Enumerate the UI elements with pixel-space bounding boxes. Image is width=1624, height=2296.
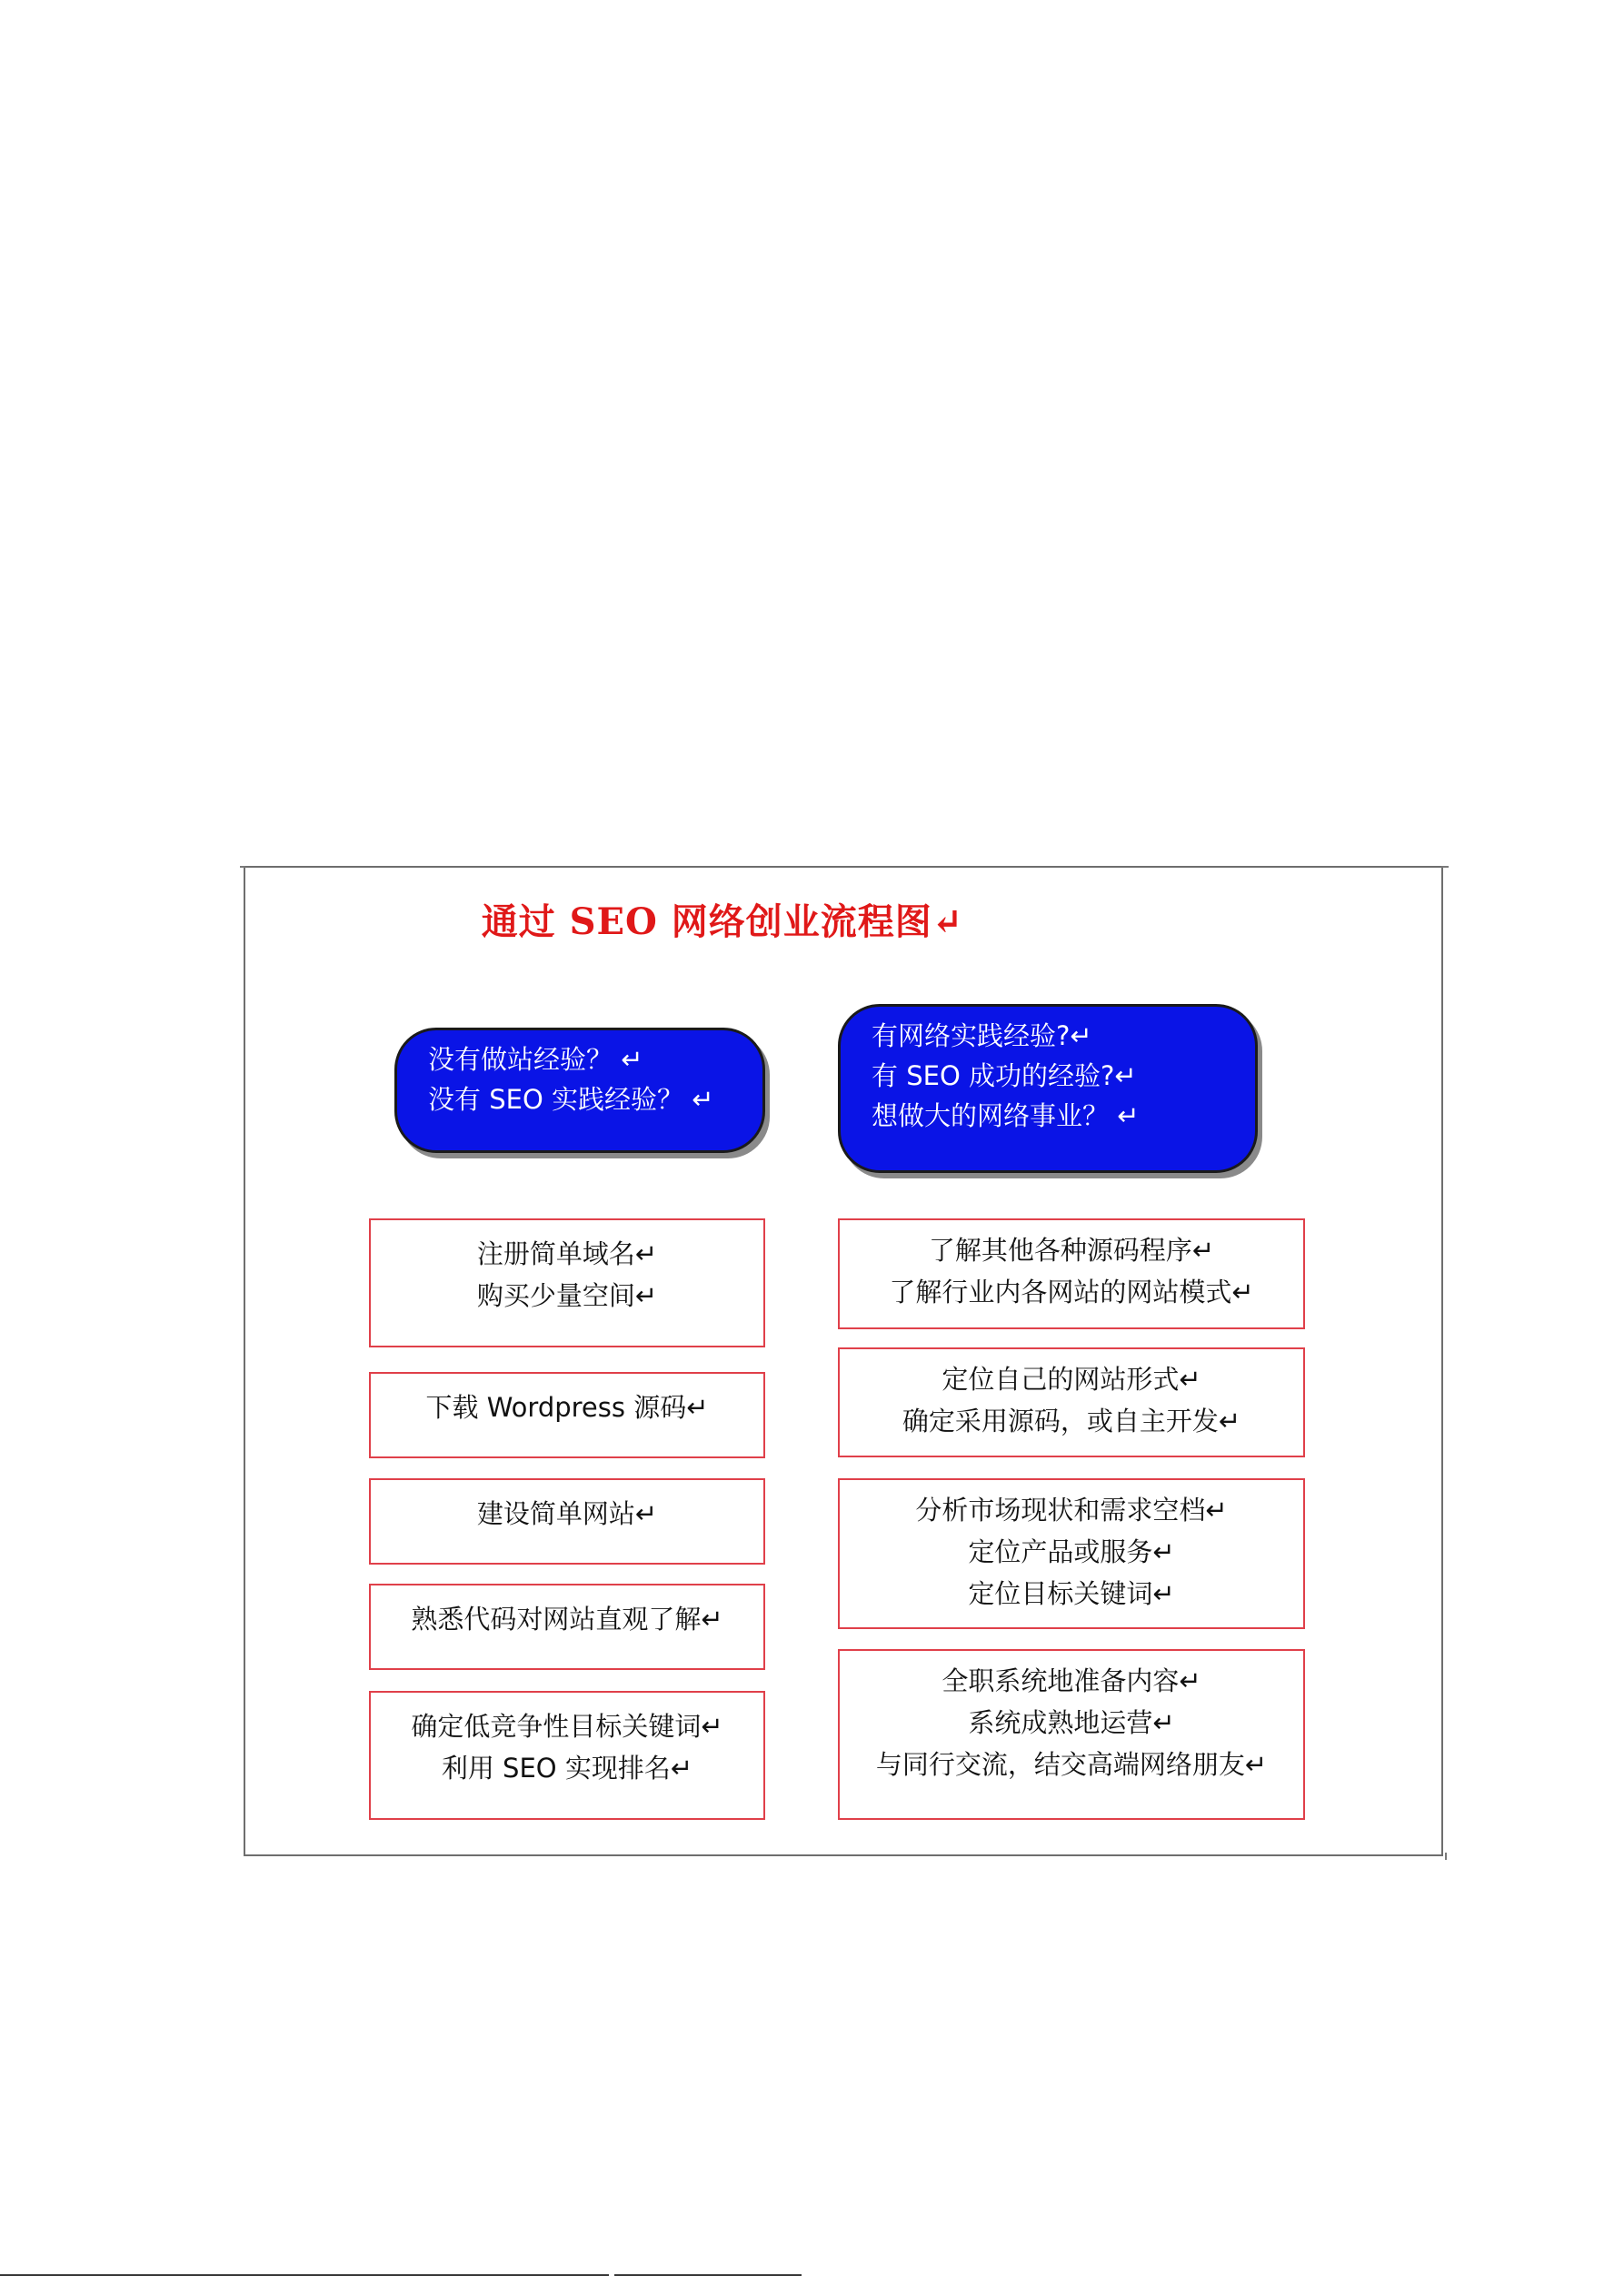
left-step-box — [369, 1584, 765, 1670]
step-line: 了解行业内各网站的网站模式↵ — [889, 1277, 1254, 1307]
right-bubble-line: 有网络实践经验?↵ — [872, 1020, 1092, 1051]
left-step-box — [369, 1372, 765, 1458]
corner-mark — [1441, 866, 1449, 868]
step-line: 利用 SEO 实现排名↵ — [441, 1753, 693, 1784]
step-line: 了解其他各种源码程序↵ — [928, 1235, 1215, 1266]
left-question-bubble — [394, 1028, 765, 1153]
left-step-box — [369, 1218, 765, 1347]
step-line: 定位产品或服务↵ — [968, 1536, 1175, 1567]
step-line: 定位自己的网站形式↵ — [942, 1364, 1201, 1395]
left-bubble-line: 没有做站经验？ ↵ — [428, 1044, 643, 1075]
step-line: 分析市场现状和需求空档↵ — [915, 1495, 1228, 1526]
right-step-box — [838, 1347, 1305, 1457]
step-line: 与同行交流，结交高端网络朋友↵ — [875, 1749, 1268, 1780]
right-step-box — [838, 1218, 1305, 1329]
step-line: 定位目标关键词↵ — [968, 1578, 1175, 1609]
step-line: 系统成熟地运营↵ — [968, 1707, 1175, 1738]
step-line: 下载 Wordpress 源码↵ — [425, 1392, 709, 1423]
step-line: 购买少量空间↵ — [476, 1280, 658, 1311]
right-step-box — [838, 1478, 1305, 1629]
right-question-bubble — [838, 1004, 1258, 1173]
step-line: 建设简单网站↵ — [476, 1498, 658, 1529]
footer-rule-right — [614, 2274, 802, 2276]
step-line: 注册简单域名↵ — [476, 1238, 658, 1269]
step-line: 确定低竞争性目标关键词↵ — [411, 1711, 723, 1742]
corner-mark — [1445, 1853, 1447, 1860]
right-bubble-line: 想做大的网络事业？ ↵ — [872, 1100, 1140, 1131]
left-bubble-line: 没有 SEO 实践经验？ ↵ — [428, 1084, 714, 1115]
right-bubble-line: 有 SEO 成功的经验?↵ — [872, 1060, 1137, 1091]
left-step-box — [369, 1691, 765, 1820]
step-line: 全职系统地准备内容↵ — [942, 1665, 1201, 1696]
right-step-box — [838, 1649, 1305, 1820]
flowchart-title: 通过 SEO 网络创业流程图↵ — [481, 900, 964, 943]
footer-rule-left — [0, 2274, 609, 2276]
left-step-box — [369, 1478, 765, 1565]
step-line: 熟悉代码对网站直观了解↵ — [411, 1604, 723, 1635]
corner-mark — [240, 866, 245, 868]
flowchart-figure — [244, 866, 1443, 1856]
step-line: 确定采用源码，或自主开发↵ — [902, 1406, 1241, 1436]
